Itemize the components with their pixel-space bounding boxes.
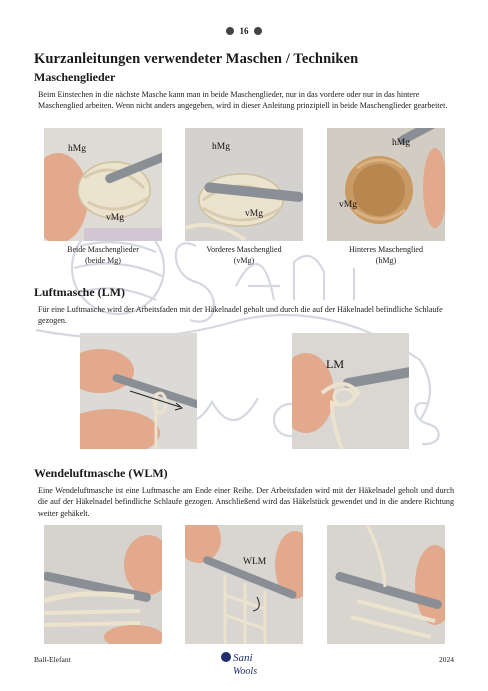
label-vmg: vMg — [339, 200, 357, 210]
photo-wendeluftmasche-1 — [44, 525, 162, 644]
sani-wools-logo — [219, 648, 269, 678]
heading-maschenglieder: Maschenglieder — [34, 70, 116, 84]
text-luftmasche: Für eine Luftmasche wird der Arbeitsfaden mit der Häkelnadel geholt und durch die auf der Häkelnadel befindliche Schlaufe gezogen. — [38, 305, 443, 326]
caption-vorderes-maschenglied: Vorderes Maschenglied (vMg) — [206, 245, 282, 265]
photo-vorderes-maschenglied — [185, 128, 303, 241]
logo-line1: Sani — [233, 652, 253, 664]
label-vmg: vMg — [106, 213, 124, 223]
label-hmg: hMg — [392, 138, 410, 148]
photo-luftmasche-1 — [80, 333, 197, 449]
page-title: Kurzanleitungen verwendeter Maschen / Techniken — [34, 51, 359, 67]
label-wlm: WLM — [243, 557, 267, 567]
footer-year: 2024 — [439, 655, 454, 664]
flower-icon — [226, 27, 234, 35]
photo-beide-maschenglieder — [44, 128, 162, 241]
caption-beide-maschenglieder: Beide Maschenglieder (beide Mg) — [67, 245, 139, 265]
photo-hinteres-maschenglied — [327, 128, 445, 241]
page-number: 16 — [0, 26, 488, 36]
label-hmg: hMg — [212, 142, 230, 152]
caption-hinteres-maschenglied: Hinteres Maschenglied (hMg) — [349, 245, 423, 265]
footer-pattern-name: Ball-Elefant — [34, 655, 71, 664]
flower-icon — [254, 27, 262, 35]
heading-luftmasche: Luftmasche (LM) — [34, 285, 125, 299]
label-vmg: vMg — [245, 209, 263, 219]
label-hmg: hMg — [68, 144, 86, 154]
text-wendeluftmasche: Eine Wendeluftmasche ist eine Luftmasche am Ende einer Reihe. Der Arbeitsfaden wird mit der Häkelnadel geholt und durch die auf der Häkelnadel befindliche Schlaufe gezogen. Anschließend wird das Häkelstück gewendet und in die andere Richtung weiter gehäkelt. — [38, 486, 454, 518]
logo-line2: Wools — [233, 666, 258, 677]
heading-wendeluftmasche: Wendeluftmasche (WLM) — [34, 466, 168, 480]
photo-luftmasche-2 — [292, 333, 409, 449]
text-maschenglieder: Beim Einstechen in die nächste Masche kann man in beide Maschenglieder, nur in das vordere oder nur in das hintere Maschenglied arbeiten. Wenn nicht anders angegeben, wird in dieser Anleitung prinzipiell in beide Maschenglieder gearbeitet. — [38, 90, 448, 111]
photo-wendeluftmasche-3 — [327, 525, 445, 644]
label-lm: LM — [326, 357, 344, 371]
photo-wendeluftmasche-2 — [185, 525, 303, 644]
